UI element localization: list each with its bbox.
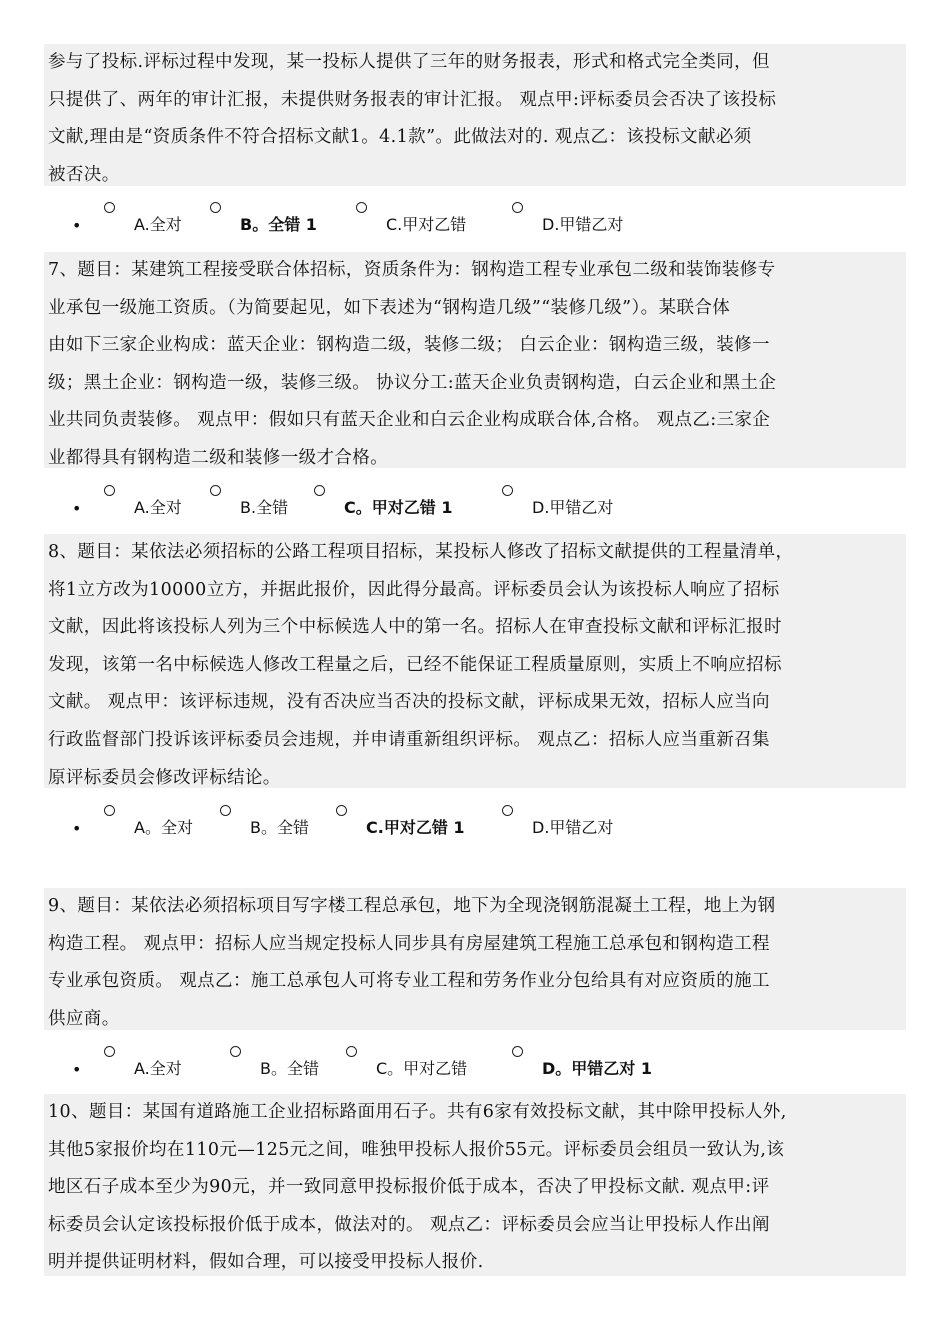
question-text-10 [44,1094,906,1276]
radio-option-a[interactable] [104,485,115,496]
option-b-label: B。全错 1 [240,215,317,234]
radio-option-a[interactable] [104,1046,115,1057]
option-b-label: B。全错 [260,1059,319,1078]
text-line: 其他5家报价均在110元—125元之间，唯独甲投标人报价55元。评标委员会组员一致认为,该 [48,1139,785,1160]
radio-option-b[interactable] [220,805,231,816]
text-line: 构造工程。 观点甲：招标人应当规定投标人同步具有房屋建筑工程施工总承包和钢构造工程 [48,933,770,954]
text-line: 9、题目：某依法必须招标项目写字楼工程总承包，地下为全现浇钢筋混凝土工程，地上为钢 [48,896,776,916]
text-line: 将1立方改为10000立方，并据此报价，因此得分最高。评标委员会认为该投标人响应了招标 [48,579,780,600]
text-line: 8、题目：某依法必须招标的公路工程项目招标，某投标人修改了招标文献提供的工程量清单， [48,542,794,562]
text-line: 文献。 观点甲：该评标违规，没有否决应当否决的投标文献，评标成果无效，招标人应当向 [48,692,770,713]
bullet-icon: • [72,499,82,518]
text-line: 级；黑土企业：钢构造一级，装修三级。 协议分工:蓝天企业负责钢构造，白云企业和黑土企 [48,372,777,393]
option-c-label: C。甲对乙错 [376,1059,468,1078]
text-line: 业共同负责装修。 观点甲：假如只有蓝天企业和白云企业构成联合体,合格。 观点乙:三家企 [48,410,771,431]
text-line: 专业承包资质。 观点乙：施工总承包人可将专业工程和劳务作业分包给具有对应资质的施工 [48,971,770,992]
text-line: 被否决。 [48,164,120,185]
text-line: 只提供了、两年的审计汇报，未提供财务报表的审计汇报。 观点甲:评标委员会否决了该投标 [48,89,777,110]
text-line: 7、题目：某建筑工程接受联合体招标，资质条件为：钢构造工程专业承包二级和装饰装修专 [48,260,776,280]
question-text-9 [44,888,906,1030]
radio-option-a[interactable] [104,805,115,816]
radio-option-d[interactable] [512,202,523,213]
text-line: 供应商。 [48,1008,120,1029]
options-row-6 [72,202,872,240]
option-a-label: A.全对 [134,498,182,517]
text-line: 文献，因此将该投标人列为三个中标候选人中的第一名。招标人在审查投标文献和评标汇报时 [48,617,782,638]
option-b-label: B.全错 [240,498,289,517]
text-line: 标委员会认定该投标报价低于成本，做法对的。 观点乙：评标委员会应当让甲投标人作出阐 [48,1214,770,1235]
text-line: 由如下三家企业构成：蓝天企业：钢构造二级，装修二级； 白云企业：钢构造三级，装修一 [48,335,770,356]
text-line: 业承包一级施工资质。（为简要起见，如下表述为“钢构造几级”“装修几级”）。某联合体 [48,297,731,318]
radio-option-c[interactable] [346,1046,357,1057]
bullet-icon: • [72,819,82,838]
option-c-label: C.甲对乙错 [386,215,467,234]
question-text-7 [44,252,906,468]
radio-option-c[interactable] [336,805,347,816]
option-a-label: A.全对 [134,1059,182,1078]
radio-option-d[interactable] [502,805,513,816]
option-d-label: D.甲错乙对 [532,498,614,517]
radio-option-d[interactable] [502,485,513,496]
text-line: 明并提供证明材料，假如合理，可以接受甲投标人报价. [48,1252,484,1273]
option-d-label: D。甲错乙对 1 [542,1059,652,1078]
text-line: 行政监督部门投诉该评标委员会违规，并申请重新组织评标。 观点乙：招标人应当重新召集 [48,729,770,750]
text-line: 10、题目：某国有道路施工企业招标路面用石子。共有6家有效投标文献，其中除甲投标人外, [48,1102,787,1122]
option-c-label: C.甲对乙错 1 [366,818,465,837]
question-text-8 [44,534,906,788]
text-line: 业都得具有钢构造二级和装修一级才合格。 [48,447,389,468]
text-line: 文献,理由是“资质条件不符合招标文献1。4.1款”。此做法对的. 观点乙：该投标文献必须 [48,127,752,148]
option-d-label: D.甲错乙对 [532,818,614,837]
question-text-6 [44,44,906,186]
option-c-label: C。甲对乙错 1 [344,498,453,517]
radio-option-a[interactable] [104,202,115,213]
radio-option-d[interactable] [512,1046,523,1057]
options-row-7 [72,485,872,523]
bullet-icon: • [72,1060,82,1079]
options-row-9 [72,1046,872,1084]
text-line: 参与了投标.评标过程中发现，某一投标人提供了三年的财务报表，形式和格式完全类同，但 [48,52,770,72]
option-a-label: A.全对 [134,215,182,234]
option-b-label: B。全错 [250,818,309,837]
text-line: 地区石子成本至少为90元，并一致同意甲投标报价低于成本，否决了甲投标文献. 观点甲:评 [48,1177,770,1198]
option-d-label: D.甲错乙对 [542,215,624,234]
radio-option-b[interactable] [210,485,221,496]
radio-option-b[interactable] [230,1046,241,1057]
option-a-label: A。全对 [134,818,193,837]
text-line: 发现，该第一名中标候选人修改工程量之后，已经不能保证工程质量原则，实质上不响应招标 [48,654,782,675]
radio-option-b[interactable] [210,202,221,213]
options-row-8 [72,805,872,843]
bullet-icon: • [72,216,82,235]
radio-option-c[interactable] [356,202,367,213]
text-line: 原评标委员会修改评标结论。 [48,767,281,788]
radio-option-c[interactable] [314,485,325,496]
